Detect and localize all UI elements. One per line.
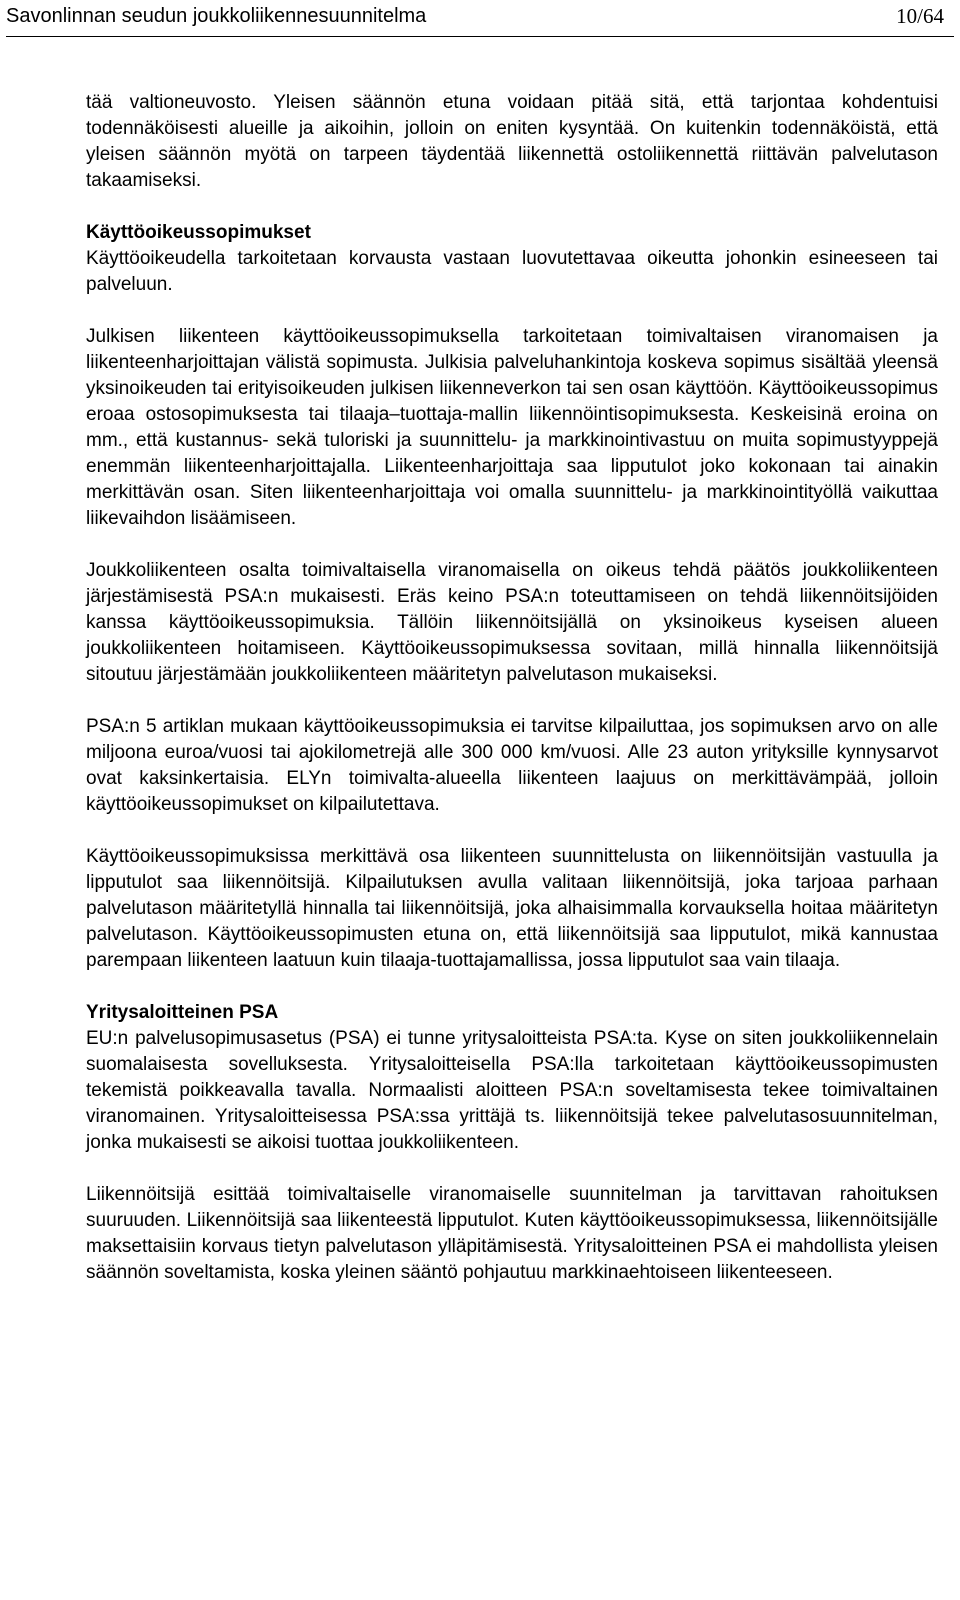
running-header-title: Savonlinnan seudun joukkoliikennesuunnitelma (6, 5, 427, 27)
body-paragraph: Liikennöitsijä esittää toimivaltaiselle viranomaiselle suunnitelman ja tarvittavan rahoituksen suuruuden. Liikennöitsijä saa liikenteestä lipputulot. Kuten käyttöoikeussopimuksessa, liikennöitsijälle maksettaisiin korvaus tietyn palvelutason ylläpitämisestä. Yritysaloitteinen PSA ei mahdollista yleisen säännön soveltamista, koska yleinen sääntö pohjautuu markkinaehtoiseen liikenteeseen. (86, 1184, 938, 1283)
body-paragraph: PSA:n 5 artiklan mukaan käyttöoikeussopimuksia ei tarvitse kilpailuttaa, jos sopimuksen arvo on alle miljoona euroa/vuosi tai ajokilometrejä alle 300 000 km/vuosi. Alle 23 auton yrityksille kynnysarvot ovat kaksinkertaisia. ELYn toimivalta-alueella liikenteen laajuus on merkittävämpää, jolloin käyttöoikeussopimukset on kilpailutettava. (86, 716, 938, 815)
page-number: 10/64 (896, 4, 944, 28)
body-paragraph: Joukkoliikenteen osalta toimivaltaisella viranomaisella on oikeus tehdä päätös joukkoliikenteen järjestämisestä PSA:n mukaisesti. Eräs keino PSA:n toteuttamiseen on tehdä liikennöitsijöiden kanssa käyttöoikeussopimuksia. Tällöin liikennöitsijällä on yksinoikeus kyseisen alueen joukkoliikenteen hoitamiseen. Käyttöoikeussopimuksessa sovitaan, millä hinnalla liikennöitsijä sitoutuu järjestämään joukkoliikenteen määritetyn palvelutason mukaiseksi. (86, 560, 938, 685)
body-paragraph: Julkisen liikenteen käyttöoikeussopimuksella tarkoitetaan toimivaltaisen viranomaisen ja liikenteenharjoittajan välistä sopimusta. Julkisia palveluhankintoja koskeva sopimus sisältää yleensä yksinoikeuden tai erityisoikeuden julkisen liikenneverkon tai sen osan käyttöön. Käyttöoikeussopimus eroaa ostosopimuksesta tai tilaaja–tuottaja-mallin liikennöintisopimuksesta. Keskeisinä eroina on mm., että kustannus- sekä tuloriski ja suunnittelu- ja markkinointivastuu on muita sopimustyyppejä enemmän liikenteenharjoittajalla. Liikenteenharjoittaja saa lipputulot joko kokonaan tai ainakin merkittävän osan. Siten liikenteenharjoittaja voi omalla suunnittelu- ja markkinointityöllä vaikuttaa liikevaihdon lisäämiseen. (86, 326, 938, 529)
document-body (86, 90, 938, 1286)
section-kayttooikeussopimukset (86, 220, 938, 298)
section-heading: Käyttöoikeussopimukset (86, 222, 311, 243)
header-divider (6, 36, 954, 37)
section-intro-text: EU:n palvelusopimusasetus (PSA) ei tunne yritysaloitteista PSA:ta. Kyse on siten joukkoliikennelain suomalaisesta sovelluksesta. Yritysaloitteisella PSA:lla tarkoitetaan käyttöoikeussopimusten tekemistä poikkeavalla tavalla. Normaalisti aloitteen PSA:n soveltamisesta tekee toimivaltainen viranomainen. Yritysaloitteisessa PSA:ssa yrittäjä ts. liikennöitsijä tekee palvelutasosuunnitelman, jonka mukaisesti se aikoisi tuottaa joukkoliikenteen. (86, 1028, 938, 1153)
section-yritysaloitteinen-psa (86, 1000, 938, 1156)
body-paragraph: Käyttöoikeussopimuksissa merkittävä osa liikenteen suunnittelusta on liikennöitsijän vastuulla ja lipputulot saa liikennöitsijä. Kilpailutuksen avulla valitaan liikennöitsijä, joka tarjoaa parhaan palvelutason määritetyllä hinnalla tai liikennöitsijä, joka alhaisimmalla korvauksella hoitaa määritetyn palvelutason. Käyttöoikeussopimusten etuna on, että liikennöitsijä saa lipputulot, mikä kannustaa parempaan liikenteen laatuun kuin tilaaja-tuottajamallissa, jossa lipputulot saa vain tilaaja. (86, 846, 938, 971)
section-heading: Yritysaloitteinen PSA (86, 1002, 279, 1023)
section-intro-text: Käyttöoikeudella tarkoitetaan korvausta vastaan luovutettavaa oikeutta johonkin esineeseen tai palveluun. (86, 248, 938, 295)
body-paragraph: tää valtioneuvosto. Yleisen säännön etuna voidaan pitää sitä, että tarjontaa kohdentuisi todennäköisesti alueille ja aikoihin, jolloin on eniten kysyntää. On kuitenkin todennäköistä, että yleisen säännön myötä on tarpeen täydentää liikennettä ostoliikennettä riittävän palvelutason takaamiseksi. (86, 92, 938, 191)
